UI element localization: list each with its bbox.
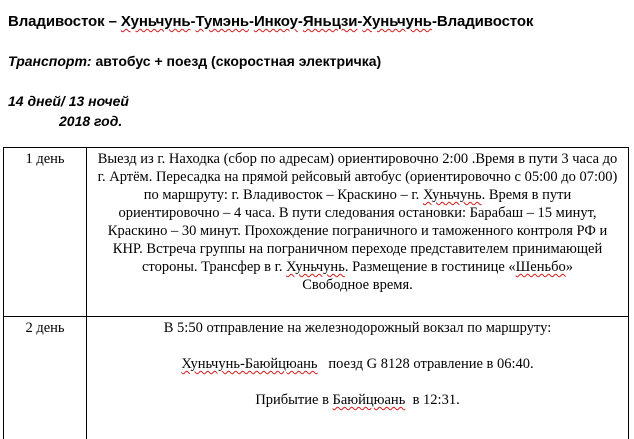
text-fragment: » [566, 259, 573, 275]
year: 2018 год. [59, 113, 122, 129]
train-line [93, 355, 622, 373]
transport-label: Транспорт: [8, 53, 92, 69]
transport-value: автобус + поезд (скоростная электричка) [92, 53, 382, 69]
arrival-prefix: Прибытие в [255, 392, 332, 408]
day-cell: 2 день [4, 317, 87, 439]
text-fragment: . Время в пути ориентировочно – 4 часа. В пути следования остановки: Барабаш – 15 минут, Краскино – 30 минут. Прохождение пограничного и таможенного контроля РФ и КНР. Встреча группы на пограничном переходе представителем принимающей стороны. Трансфер в г. [108, 187, 607, 275]
route-title-part: Яньцзи [303, 13, 358, 30]
table-row [4, 148, 629, 317]
arrival-city: Баюйцюань [333, 392, 406, 408]
duration: 14 дней/ 13 ночей [8, 93, 129, 109]
arrival-time: в 12:31. [405, 392, 459, 408]
route-title-part: Инкоу [254, 13, 298, 30]
city-name: Хуньчунь [286, 259, 345, 275]
route-title-part: - [191, 13, 196, 30]
train-route: Хуньчунь-Баюйцюань [181, 356, 317, 372]
description-cell [87, 317, 629, 439]
train-info: поезд G 8128 отравление в 06:40. [318, 356, 534, 372]
text-fragment: Выезд из г. Находка (сбор по адресам) ориентировочно 2:00 .Время в пути 3 часа до г. Артём. Пересадка на прямой рейсовый автобус (ориентировочно с 05:00 до 07:00) по маршруту: г. Владивосток – Краскино – г. [98, 151, 618, 203]
route-title-part: - [357, 13, 362, 30]
route-title-part: Хуньчунь [121, 13, 191, 30]
route-title-part: -Владивосток [432, 13, 533, 30]
text-fragment: . Размещение в гостинице « [345, 259, 516, 275]
route-title-part: - [249, 13, 254, 30]
route-title-part: Владивосток – [8, 13, 121, 30]
route-title-part: - [298, 13, 303, 30]
table-row [4, 317, 629, 439]
itinerary-table [3, 147, 629, 439]
day-description [93, 150, 622, 276]
free-time: Свободное время. [93, 276, 622, 294]
day-cell: 1 день [4, 148, 87, 317]
departure-line: В 5:50 отправление на железнодорожный вокзал по маршруту: [93, 319, 622, 337]
hotel-name: Шеньбо [516, 259, 566, 275]
route-title-part: Хуньчунь [362, 13, 432, 30]
route-title-part: Тумэнь [195, 13, 249, 30]
arrival-line [93, 391, 622, 409]
city-name: Хуньчунь [423, 187, 482, 203]
route-title [8, 13, 533, 30]
description-cell [87, 148, 629, 317]
transport-line [8, 53, 381, 69]
